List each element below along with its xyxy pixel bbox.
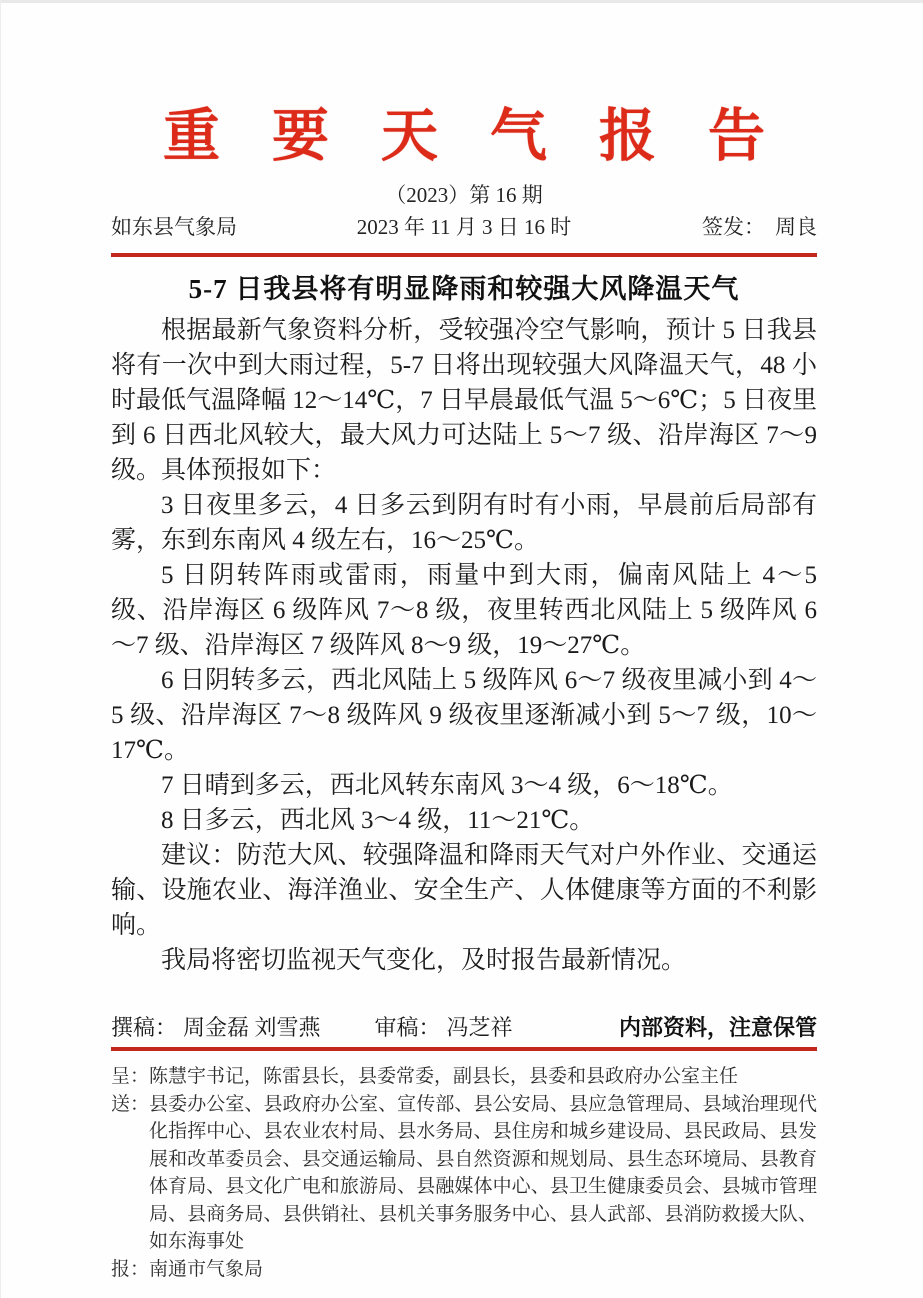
paragraph-day3-4: 3 日夜里多云，4 日多云到阴有时有小雨，早晨前后局部有雾，东到东南风 4 级左右，16～25℃。 bbox=[111, 492, 817, 554]
paragraph-day6: 6 日阴转多云，西北风陆上 5 级阵风 6～7 级夜里减小到 4～5 级、沿岸海区 7～8 级阵风 9 级夜里逐渐减小到 5～7 级，10～17℃。 bbox=[111, 667, 817, 764]
footer-divider-line bbox=[111, 1047, 817, 1051]
issue-number: （2023）第 16 期 bbox=[385, 183, 543, 207]
reviewer-label: 审稿： bbox=[374, 1015, 441, 1040]
paragraph-monitoring: 我局将密切监视天气变化，及时报告最新情况。 bbox=[161, 947, 687, 974]
reviewer-name: 冯芝祥 bbox=[446, 1015, 513, 1040]
paragraph-day5: 5 日阴转阵雨或雷雨，雨量中到大雨，偏南风陆上 4～5 级、沿岸海区 6 级阵风 7～8 级，夜里转西北风陆上 5 级阵风 6～7 级、沿岸海区 7 级阵风 8～9 级，19～27℃。 bbox=[111, 562, 817, 659]
issuer-name: 周良 bbox=[775, 215, 817, 239]
paragraph-advice: 建议：防范大风、较强降温和降雨天气对户外作业、交通运输、设施农业、海洋渔业、安全生产、人体健康等方面的不利影响。 bbox=[111, 842, 817, 939]
document-header bbox=[111, 103, 817, 257]
report-headline: 5-7 日我县将有明显降雨和较强大风降温天气 bbox=[188, 274, 740, 304]
issuer bbox=[577, 214, 817, 240]
report-paragraphs bbox=[111, 313, 817, 978]
issue-datetime: 2023 年 11 月 3 日 16 时 bbox=[356, 215, 572, 239]
issuer-label: 签发： bbox=[702, 215, 765, 239]
distribution-song bbox=[111, 1091, 817, 1256]
drafter-names: 周金磊 刘雪燕 bbox=[183, 1015, 321, 1040]
report-body bbox=[111, 273, 817, 978]
distribution-text: 南通市气象局 bbox=[149, 1258, 264, 1280]
internal-notice: 内部资料，注意保管 bbox=[619, 1015, 818, 1040]
distribution-text: 陈慧宇书记，陈雷县长，县委常委，副县长，县委和县政府办公室主任 bbox=[149, 1066, 739, 1087]
document-content bbox=[111, 3, 817, 978]
paragraph-day7: 7 日晴到多云，西北风转东南风 3～4 级，6～18℃。 bbox=[161, 772, 733, 799]
reviewer bbox=[374, 1013, 585, 1043]
distribution-label: 报： bbox=[111, 1258, 150, 1280]
paragraph-day8: 8 日多云，西北风 3～4 级，11～21℃。 bbox=[161, 807, 595, 834]
distribution-text: 县委办公室、县政府办公室、宣传部、县公安局、县应急管理局、县域治理现代化指挥中心、县农业农村局、县水务局、县住房和城乡建设局、县民政局、县发展和改革委员会、县交通运输局、县自然资源和规划局、县生态环境局、县教育体育局、县文化广电和旅游局、县融媒体中心、县卫生健康委员会、县城市管理局、县商务局、县供销社、县机关事务服务中心、县人武部、县消防救援大队、如东海事处 bbox=[149, 1093, 817, 1252]
agency-name: 如东县气象局 bbox=[111, 215, 237, 239]
masthead-title: 重要天气报告 bbox=[163, 104, 817, 168]
distribution-label: 送： bbox=[111, 1093, 150, 1115]
meta-row bbox=[111, 214, 817, 240]
signoff-row bbox=[111, 1013, 817, 1043]
distribution-cheng bbox=[111, 1063, 817, 1091]
paragraph-intro: 根据最新气象资料分析，受较强冷空气影响，预计 5 日我县将有一次中到大雨过程，5-7 日将出现较强大风降温天气，48 小时最低气温降幅 12～14℃，7 日早晨最低气温 5～6℃；5 日夜里到 6 日西北风较大，最大风力可达陆上 5～7 级、沿岸海区 7～9 级。具体预报如下： bbox=[111, 317, 817, 484]
drafter bbox=[111, 1013, 374, 1043]
drafter-label: 撰稿： bbox=[111, 1015, 178, 1040]
header-divider-line bbox=[111, 253, 817, 257]
distribution-bao bbox=[111, 1256, 817, 1284]
distribution-list bbox=[111, 1063, 817, 1283]
distribution-label: 呈： bbox=[111, 1066, 150, 1087]
